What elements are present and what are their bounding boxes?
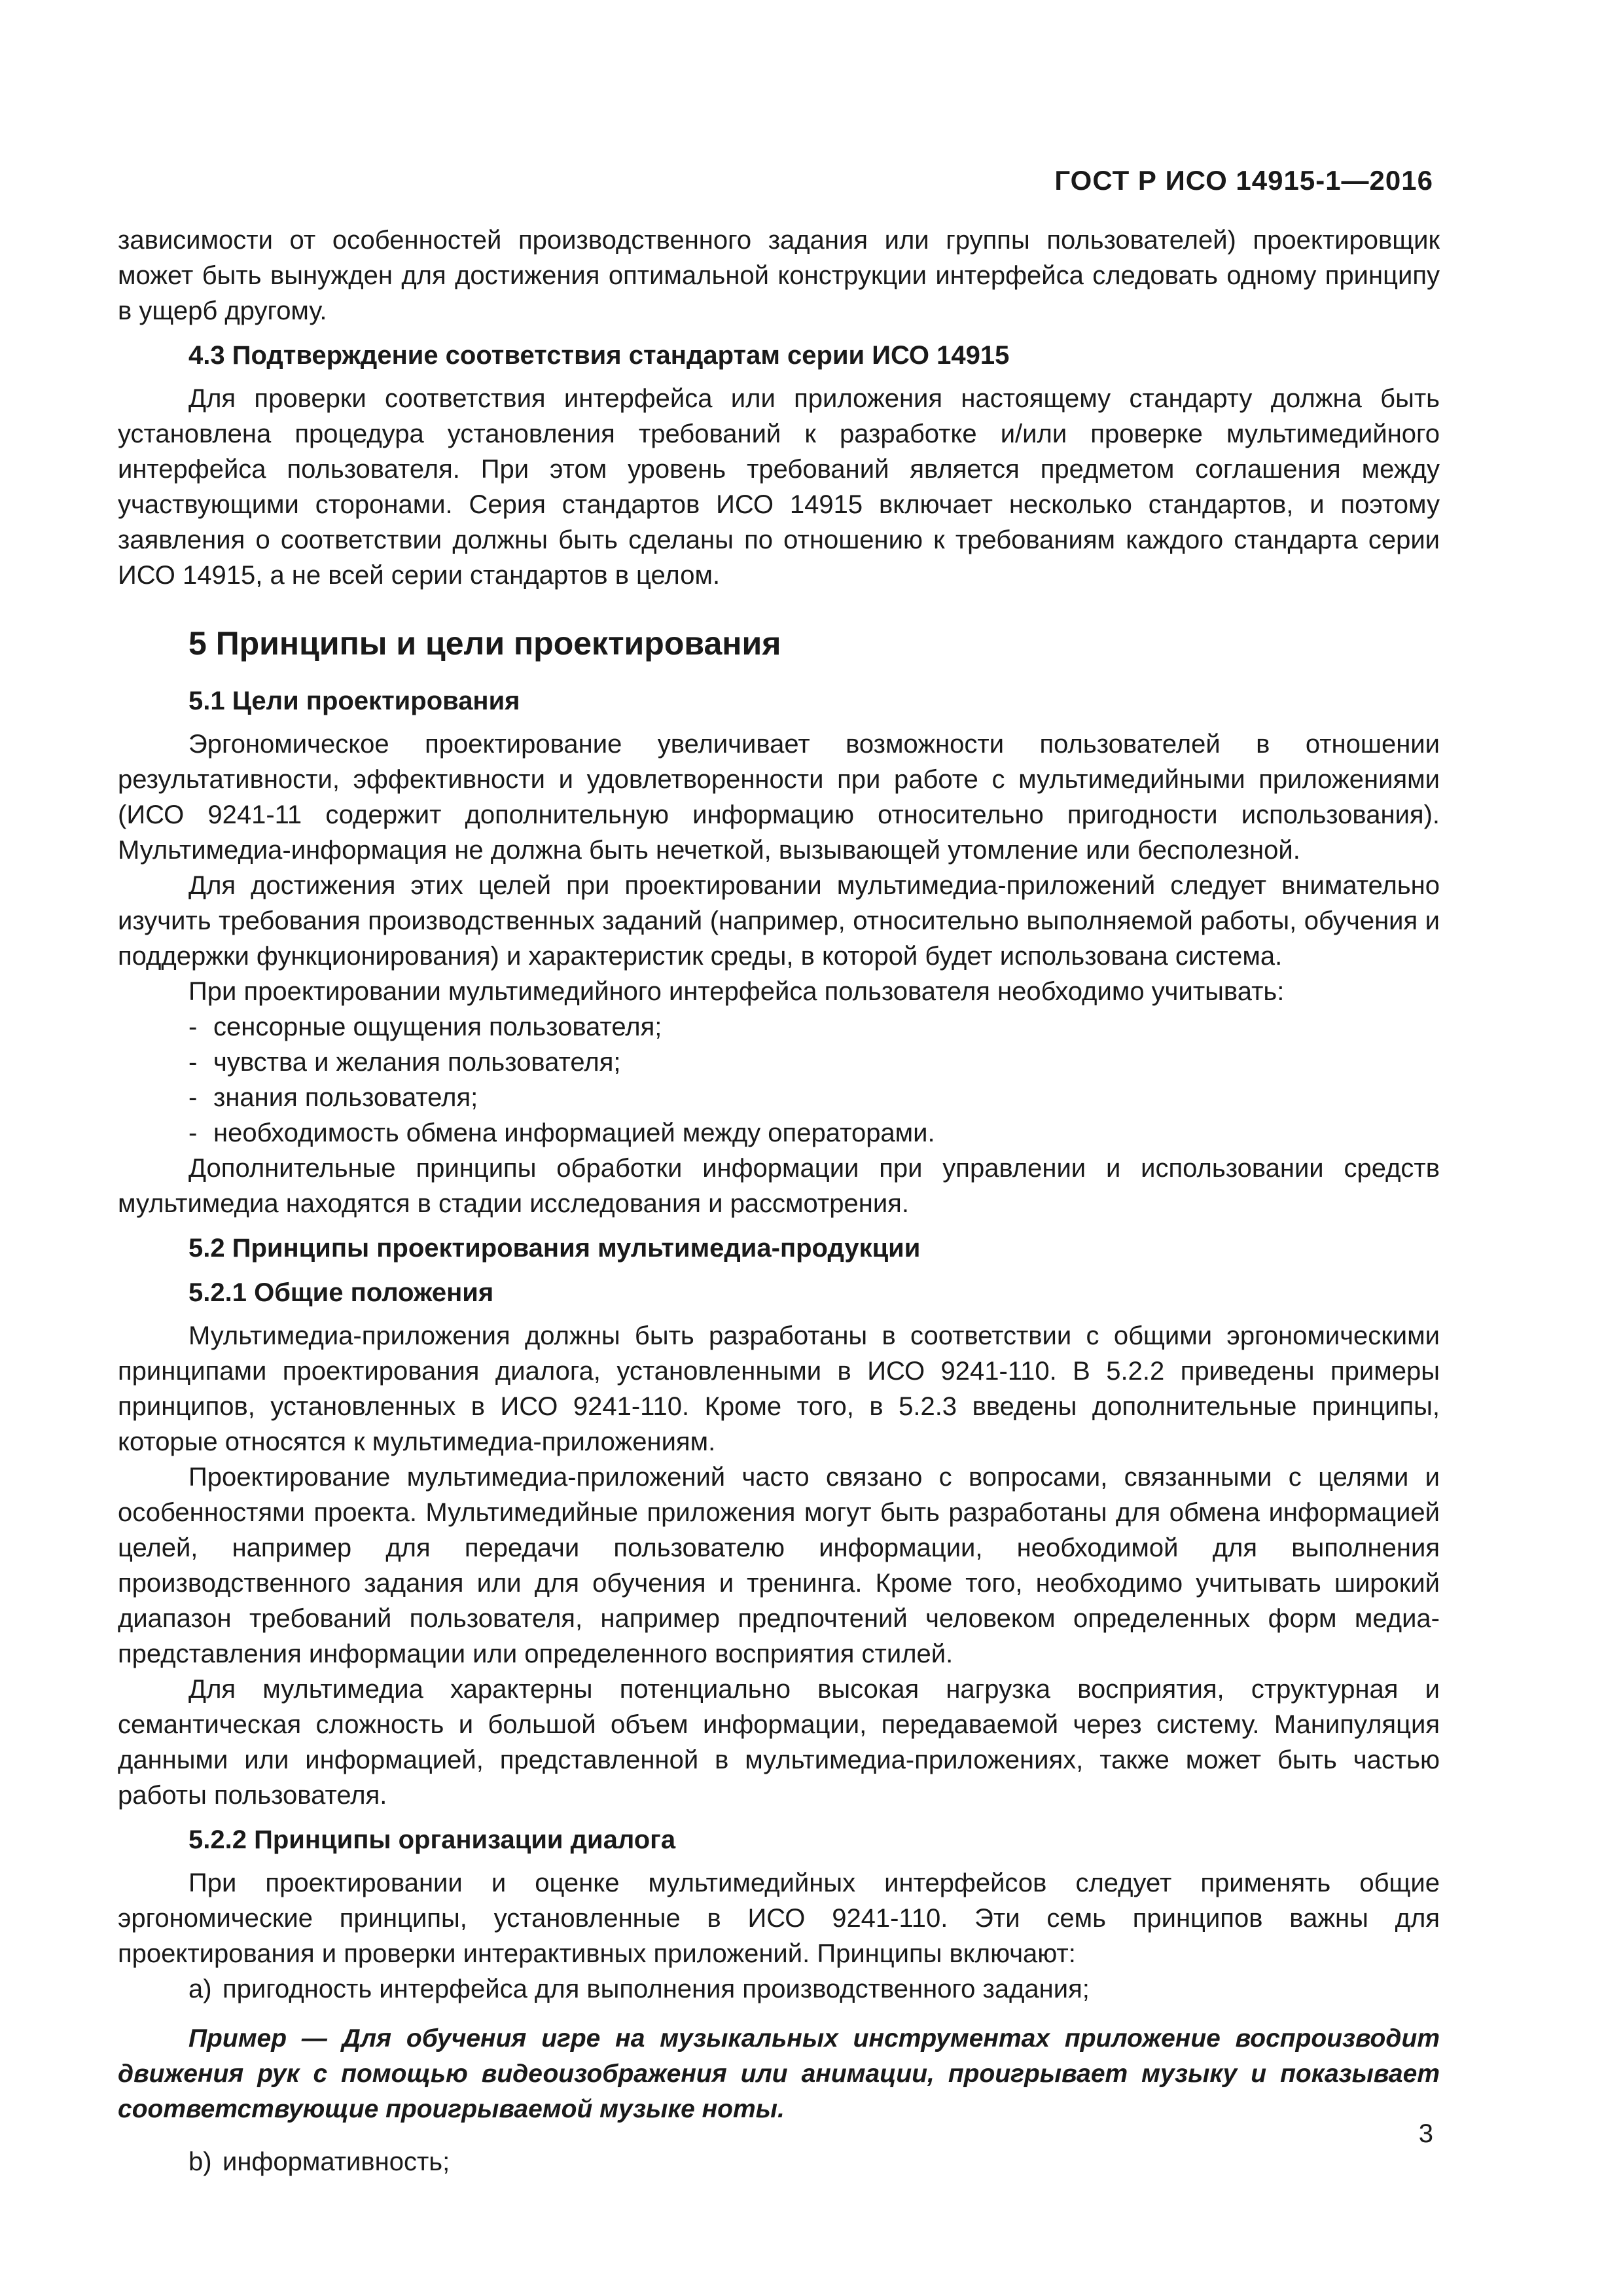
section-5-heading: 5 Принципы и цели проектирования (188, 625, 781, 662)
section-4-3-paragraph: Для проверки соответствия интерфейса или приложения настоящему стандарту должна быть установлена процедура установления требований к разработке и/или проверке мультимедийного интерфейса пользователя. При этом уровень требований является предметом соглашения между участвующими сторонами. Серия стандартов ИСО 14915 включает несколько стандартов, и поэтому заявления о соответствии должны быть сделаны по отношению к требованиям каждого стандарта серии ИСО 14915, а не всей серии стандартов в целом. (118, 384, 1440, 590)
list-item-a (188, 1971, 1440, 2007)
page-number: 3 (1418, 2119, 1433, 2148)
list-item (188, 1045, 1440, 1080)
list-item-b (188, 2144, 1440, 2179)
section-5-2-2-paragraph-1: При проектировании и оценке мультимедийных интерфейсов следует применять общие эргономические принципы, установленные в ИСО 9241-110. Эти семь принципов важны для проектирования и проверки интерактивных приложений. Принципы включают: (118, 1869, 1440, 1968)
list-item-b-text: информативность; (223, 2147, 450, 2176)
document-body (118, 223, 1440, 2179)
list-marker: - (188, 1013, 198, 1041)
list-item-a-text: пригодность интерфейса для выполнения производственного задания; (223, 1975, 1090, 2003)
section-5-2-1-paragraph-1: Мультимедиа-приложения должны быть разработаны в соответствии с общими эргономическими принципами проектирования диалога, установленными в ИСО 9241-110. В 5.2.2 приведены примеры принципов, установленных в ИСО 9241-110. Кроме того, в 5.2.3 введены дополнительные принципы, которые относятся к мультимедиа-приложениям. (118, 1321, 1440, 1456)
list-marker-a: а) (188, 1975, 212, 2003)
section-5-1-heading: 5.1 Цели проектирования (188, 687, 520, 715)
section-5-2-1-heading: 5.2.1 Общие положения (188, 1278, 494, 1307)
list-item-text: чувства и желания пользователя; (213, 1048, 621, 1077)
list-marker: - (188, 1083, 198, 1112)
section-4-3-heading: 4.3 Подтверждение соответствия стандартам серии ИСО 14915 (188, 341, 1010, 370)
section-5-2-1-paragraph-3: Для мультимедиа характерны потенциально высокая нагрузка восприятия, структурная и семантическая сложность и большой объем информации, передаваемой через систему. Манипуляция данными или информацией, представленной в мультимедиа-приложениях, также может быть частью работы пользователя. (118, 1675, 1440, 1810)
example-note: Пример — Для обучения игре на музыкальных инструментах приложение воспроизводит движения рук с помощью видеоизображения или анимации, проигрывает музыку и показывает соответствующие проигрываемой музыке ноты. (118, 2024, 1440, 2123)
list-item-text: знания пользователя; (213, 1083, 478, 1112)
list-marker: - (188, 1119, 198, 1147)
document-code-header: ГОСТ Р ИСО 14915-1—2016 (1054, 165, 1433, 196)
list-item-text: сенсорные ощущения пользователя; (213, 1013, 662, 1041)
section-5-1-paragraph-4: Дополнительные принципы обработки информации при управлении и использовании средств мультимедиа находятся в стадии исследования и рассмотрения. (118, 1154, 1440, 1218)
section-5-2-heading: 5.2 Принципы проектирования мультимедиа-продукции (188, 1234, 921, 1263)
section-5-1-paragraph-2: Для достижения этих целей при проектировании мультимедиа-приложений следует внимательно изучить требования производственных заданий (например, относительно выполняемой работы, обучения и поддержки функционирования) и характеристик среды, в которой будет использована система. (118, 871, 1440, 971)
section-5-1-paragraph-3: При проектировании мультимедийного интерфейса пользователя необходимо учитывать: (188, 977, 1285, 1006)
list-marker: - (188, 1048, 198, 1077)
list-item (188, 1080, 1440, 1115)
list-marker-b: b) (188, 2147, 212, 2176)
section-5-2-2-heading: 5.2.2 Принципы организации диалога (188, 1825, 676, 1854)
list-item (188, 1009, 1440, 1045)
list-item-text: необходимость обмена информацией между операторами. (213, 1119, 935, 1147)
section-5-1-paragraph-1: Эргономическое проектирование увеличивает возможности пользователей в отношении результативности, эффективности и удовлетворенности при работе с мультимедийными приложениями (ИСО 9241-11 содержит дополнительную информацию относительно пригодности использования). Мультимедиа-информация не должна быть нечеткой, вызывающей утомление или бесполезной. (118, 730, 1440, 865)
list-item (188, 1115, 1440, 1151)
section-5-2-1-paragraph-2: Проектирование мультимедиа-приложений часто связано с вопросами, связанными с целями и особенностями проекта. Мультимедийные приложения могут быть разработаны для обмена информацией целей, например для передачи пользователю информации, необходимой для выполнения производственного задания или для обучения и тренинга. Кроме того, необходимо учитывать широкий диапазон требований пользователя, например предпочтений человеком определенных форм медиа-представления информации или определенного восприятия стилей. (118, 1463, 1440, 1668)
intro-paragraph: зависимости от особенностей производственного задания или группы пользователей) проектировщик может быть вынужден для достижения оптимальной конструкции интерфейса следовать одному принципу в ущерб другому. (118, 226, 1440, 325)
